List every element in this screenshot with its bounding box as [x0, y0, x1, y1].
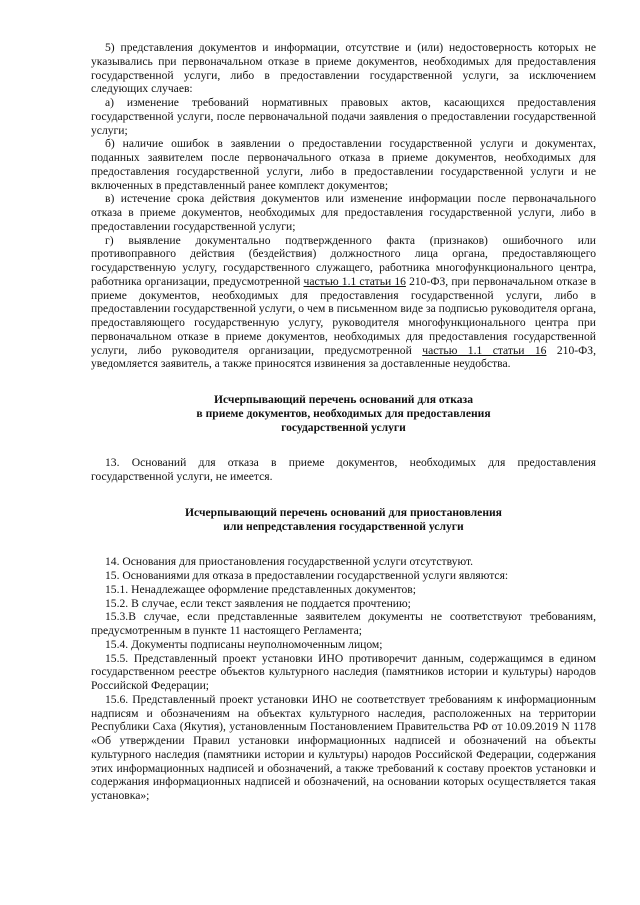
paragraph-item-15-5: 15.5. Представленный проект установки ИНО противоречит данным, содержащимся в едином государственном реестре объектов культурного наследия (памятников истории и культуры) народов Российской Федерации;: [91, 651, 596, 692]
item-13-section: [91, 456, 596, 484]
paragraph-item-5: 5) представления документов и информации, отсутствие и (или) недостоверность которых не указывались при первоначальном отказе в приеме документов, необходимых для предоставления государственной услуги, либо в предоставлении государственной услуги, за исключением следующих случаев:: [91, 41, 596, 96]
paragraph-item-13: 13. Оснований для отказа в приеме документов, необходимых для предоставления государственной услуги, не имеется.: [91, 456, 596, 483]
law-link-part-1-1-article-16[interactable]: частью 1.1 статьи 16: [303, 274, 406, 288]
paragraph-item-15-6: 15.6. Представленный проект установки ИНО не соответствует требованиям к информационным надписям и обозначениям на объектах культурного наследия, расположенных на территории Республики Саха (Якутия), установленным Постановлением Правительства РФ от 10.09.2019 N 1178 «Об утверждении Правил установки информационных надписей и обозначений на объекты культурного наследия (памятники истории и культуры) народов Российской Федерации, содержания этих информационных надписей и обозначений, а также требований к составу проектов установки и содержания информационных надписей и обозначений, на основании которых осуществляется такая установка»;: [91, 692, 596, 802]
law-link-part-1-1-article-16-second[interactable]: частью 1.1 статьи 16: [422, 343, 547, 357]
paragraph-item-14: 14. Основания для приостановления государственной услуги отсутствуют.: [105, 555, 474, 569]
heading-refusal-line-1: Исчерпывающий перечень оснований для отказа: [213, 393, 474, 406]
paragraph-item-15-1: 15.1. Ненадлежащее оформление представленных документов;: [105, 582, 416, 596]
items-14-15-section: [91, 555, 596, 803]
heading-suspension-grounds: [91, 506, 596, 534]
heading-suspension-line-1: Исчерпывающий перечень оснований для приостановления: [185, 505, 502, 519]
case-g-text-2: 210-ФЗ, при первоначальном отказе в приеме документов, необходимых для предоставления государственной услуги, либо в предоставлении государственной услуги, о чем в письменном виде за подписью руководителя органа, предоставляющего государственную услугу, руководителя многофункционального центра при первоначальном отказе в приеме документов, необходимых для предоставления государственной услуги, либо руководителя организации, предусмотренной: [91, 274, 596, 357]
paragraph-item-15: 15. Основаниями для отказа в предоставлении государственной услуги являются:: [105, 569, 509, 582]
heading-refusal-line-3: государственной услуги: [281, 420, 406, 434]
paragraph-case-b: б) наличие ошибок в заявлении о предоставлении государственной услуги и документах, поданных заявителем после первоначального отказа в приеме документов, необходимых для предоставления государственной услуги, либо в предоставлении государственной услуги и не включенных в представленный ранее комплект документов;: [91, 137, 596, 192]
heading-refusal-line-2: в приеме документов, необходимых для предоставления: [196, 406, 491, 420]
paragraph-case-a: а) изменение требований нормативных правовых актов, касающихся предоставления государственной услуги, после первоначальной подачи заявления о предоставлении государственной услуги;: [91, 96, 596, 137]
case-g-text-1: г) выявление документально подтвержденного факта (признаков) ошибочного или противоправного действия (бездействия) должностного лица органа, предоставляющего государственную услугу, государственного служащего, работника многофункционального центра, работника организации, предусмотренной: [91, 233, 596, 288]
paragraph-item-15-4: 15.4. Документы подписаны неуполномоченным лицом;: [105, 637, 383, 651]
heading-suspension-line-2: или непредставления государственной услуги: [223, 519, 464, 533]
intro-section: [91, 41, 596, 371]
case-g-text-3: 210-ФЗ, уведомляется заявитель, а также приносятся извинения за доставленные неудобства.: [91, 343, 596, 371]
paragraph-item-15-2: 15.2. В случае, если текст заявления не поддается прочтению;: [105, 596, 411, 610]
paragraph-item-15-3: 15.3.В случае, если представленные заявителем документы не соответствуют требованиям, предусмотренным в пункте 11 настоящего Регламента;: [91, 610, 596, 637]
paragraph-case-v: в) истечение срока действия документов или изменение информации после первоначального отказа в приеме документов, необходимых для предоставления государственной услуги, либо в предоставлении государственной услуги;: [91, 192, 596, 233]
paragraph-case-g: [91, 234, 596, 372]
heading-refusal-grounds: [91, 393, 596, 434]
